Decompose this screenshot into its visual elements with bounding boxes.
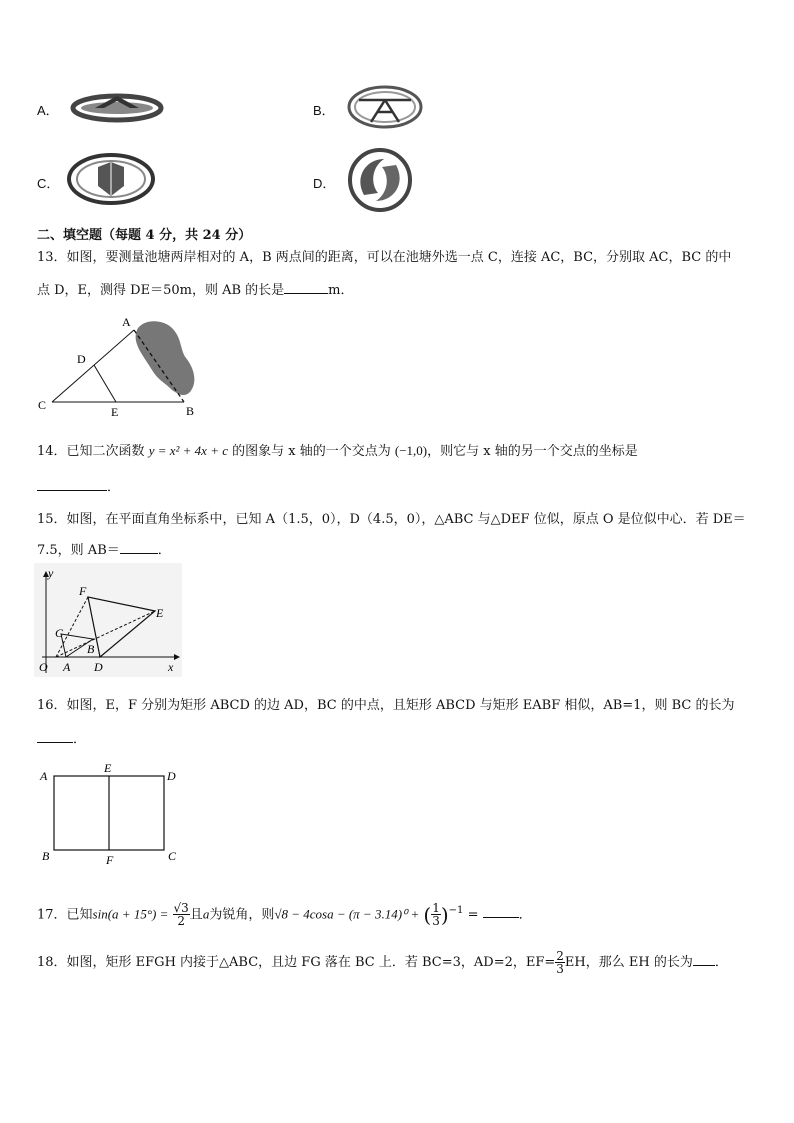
line-ca — [52, 330, 134, 402]
q16-line2 — [37, 730, 86, 749]
paren-close: ) — [440, 902, 449, 927]
q18-fraction — [555, 950, 565, 975]
q14-line1 — [37, 442, 638, 461]
paren-open: ( — [423, 902, 432, 927]
frac2-num: 1 — [432, 901, 440, 916]
label-e: E — [111, 405, 119, 419]
q14-line2 — [37, 478, 120, 497]
option-a-label: A． — [37, 103, 59, 118]
q13-line2 — [37, 281, 354, 300]
option-b-logo — [345, 84, 425, 130]
q15-line1: 15．如图，在平面直角坐标系中，已知 A（1.5，0），D（4.5，0），△ABC 与△DEF 位似，原点 O 是位似中心．若 DE＝ — [37, 512, 746, 527]
q13-answer-blank — [284, 281, 328, 294]
q16-figure — [34, 760, 186, 870]
label-e: E — [104, 761, 112, 775]
label-c: C — [38, 398, 47, 412]
q17-end: ． — [518, 907, 532, 923]
q17-line — [37, 898, 532, 928]
q13-line1: 13．如图，要测量池塘两岸相对的 A，B 两点间的距离，可以在池塘外选一点 C，连接 AC，BC，分别取 AC，BC 的中 — [37, 250, 732, 265]
q15-end: ． — [157, 543, 171, 558]
q17-text-3: 为锐角，则 — [209, 907, 275, 923]
label-a: A — [63, 660, 71, 674]
line-de — [94, 365, 116, 402]
label-c: C — [55, 626, 64, 640]
q18-line — [37, 950, 728, 976]
q15-text: 7.5，则 AB＝ — [37, 543, 120, 558]
option-a-logo — [70, 88, 165, 128]
q14-answer-blank — [37, 478, 107, 491]
label-a: A — [40, 769, 48, 783]
label-e: E — [156, 606, 164, 620]
q16-end: ． — [73, 732, 87, 747]
frac-num: √3 — [173, 901, 189, 916]
q17-equals: = — [467, 907, 479, 923]
label-d: D — [167, 769, 176, 783]
q17-text-2: 且 — [189, 907, 203, 923]
section-title: 二、填空题（每题 4 分，共 24 分） — [37, 228, 252, 243]
frac2-den: 3 — [432, 914, 440, 929]
label-d: D — [77, 352, 86, 366]
label-d: D — [94, 660, 103, 674]
label-a: A — [122, 315, 131, 329]
q17-exponent: −1 — [448, 905, 464, 916]
q13-line2-end: m． — [328, 283, 354, 298]
q14-point: (−1,0) — [394, 443, 428, 458]
q18-answer-blank — [693, 953, 715, 966]
label-o: O — [39, 660, 48, 674]
q14-text-2: 的图象与 x 轴的一个交点为 — [227, 444, 395, 459]
q17-var-a: a — [202, 906, 210, 922]
axis-y-label: y — [48, 566, 54, 580]
label-f: F — [79, 584, 87, 598]
q17-fraction-2 — [431, 902, 441, 927]
q18-text-1: 18．如图，矩形 EFGH 内接于△ABC，且边 FG 落在 BC 上．若 BC=3，AD=2，EF= — [37, 955, 556, 970]
frac-den: 3 — [556, 962, 564, 976]
axis-x-label: x — [168, 660, 174, 674]
q18-end: ． — [714, 955, 728, 970]
q15-answer-blank — [120, 541, 158, 554]
q14-text-3: ，则它与 x 轴的另一个交点的坐标是 — [427, 444, 638, 459]
option-d-logo — [344, 147, 416, 213]
q16-line1: 16．如图，E，F 分别为矩形 ABCD 的边 AD，BC 的中点，且矩形 ABCD 与矩形 EABF 相似，AB=1，则 BC 的长为 — [37, 698, 735, 713]
frac-num: 2 — [556, 949, 564, 963]
q17-fraction — [173, 902, 190, 927]
label-b: B — [186, 404, 195, 418]
pond-shape — [136, 321, 195, 395]
q17-text-1: 17．已知 — [37, 907, 93, 923]
label-b: B — [42, 849, 50, 863]
label-c: C — [168, 849, 177, 863]
option-b-label: B． — [313, 103, 335, 118]
q13-figure — [34, 312, 204, 420]
q17-sin-expr: sin(a + 15°) = — [92, 906, 169, 922]
q14-text-1: 14．已知二次函数 — [37, 444, 149, 459]
q18-text-2: EH，那么 EH 的长为 — [564, 955, 693, 970]
label-b: B — [87, 642, 95, 656]
option-c-label: C． — [37, 176, 60, 191]
q14-end: ． — [107, 480, 121, 495]
q15-figure — [34, 563, 182, 677]
q17-answer-blank — [483, 905, 519, 918]
q17-expression: √8 − 4cosa − (π − 3.14)⁰ + — [274, 906, 420, 922]
frac-den: 2 — [177, 914, 185, 929]
label-f: F — [106, 853, 114, 867]
q16-answer-blank — [37, 730, 73, 743]
option-d-label: D． — [313, 176, 336, 191]
q15-line2 — [37, 541, 171, 560]
q14-function: y = x² + 4x + c — [148, 443, 228, 458]
option-c-logo — [66, 152, 156, 206]
q13-line2-text: 点 D，E，测得 DE＝50m，则 AB 的长是 — [37, 283, 285, 298]
